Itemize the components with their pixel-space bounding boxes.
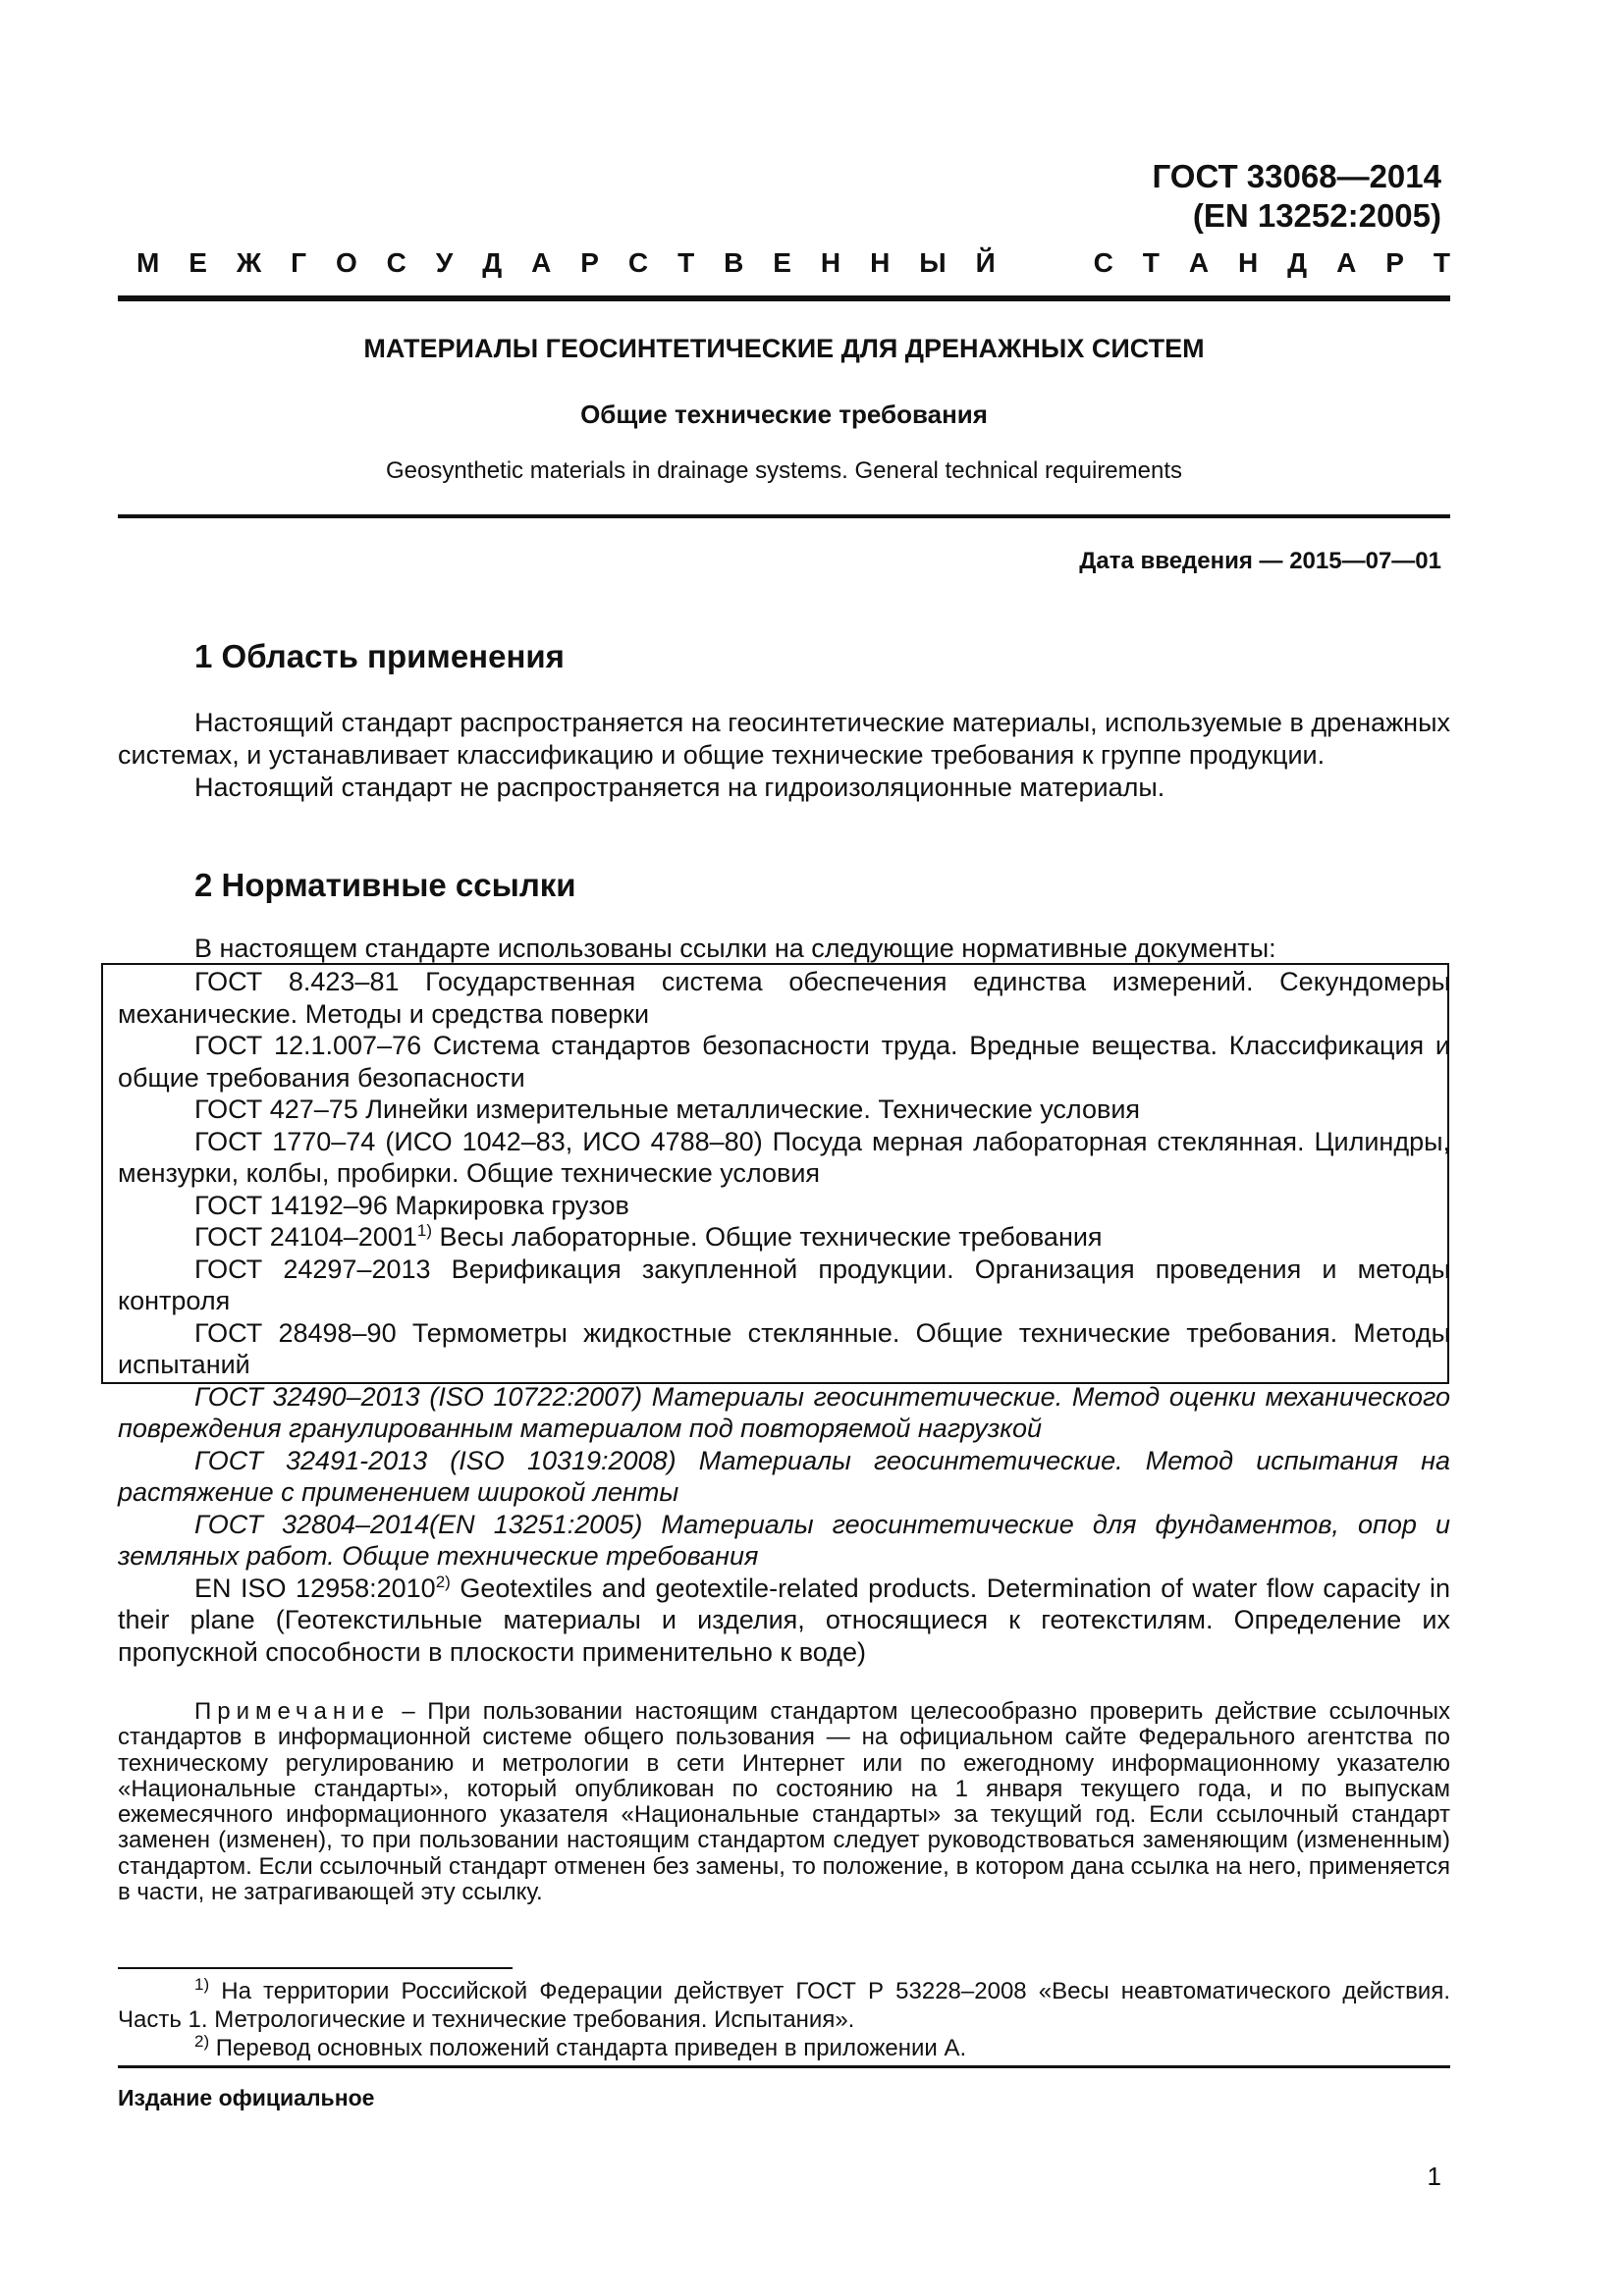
document-title-english: Geosynthetic materials in drainage systems. General technical requirements	[385, 457, 1183, 484]
reference-title: Geotextiles and geotextile-related products. Determination of water flow capacity in their plane (Геотекстильные материалы и изделия, относящиеся к геотекстилям. Определение их пропускной способности в плоскости применительно к воде)	[118, 1573, 1450, 1667]
note-text: – При пользовании настоящим стандартом целесообразно проверить действие ссылочных стандартов в информационной системе общего пользования — на официальном сайте Федерального агентства по техническому регулированию и метрологии в сети Интернет или по ежегодному информационному указателю «Национальные стандарты», который опубликован по состоянию на 1 января текущего года, и по выпускам ежемесячного информационного указателя «Национальные стандарты» за текущий год. Если ссылочный стандарт заменен (изменен), то при пользовании настоящим стандартом следует руководствоваться заменяющим (измененным) стандартом. Если ссылочный стандарт отменен без замены, то положение, в котором дана ссылка на него, применяется в части, не затрагивающей эту ссылку.	[118, 1698, 1450, 1906]
paragraph: Настоящий стандарт распространяется на геосинтетические материалы, используемые в дренажных системах, и устанавливает классификацию и общие технические требования к группе продукции.	[118, 708, 1450, 770]
banner-letter: Т	[677, 247, 695, 278]
reference-item	[118, 1221, 1450, 1254]
banner-letter: О	[335, 247, 357, 278]
note	[118, 1699, 1450, 1905]
banner-letter: А	[531, 247, 552, 278]
banner-letter: Д	[482, 247, 503, 278]
document-subtitle: Общие технические требования	[580, 400, 988, 429]
footnote	[118, 2034, 1450, 2062]
banner-letter: Е	[189, 247, 207, 278]
title-rule	[118, 514, 1450, 518]
banner-letter: Т	[1433, 247, 1450, 278]
note-paragraph	[118, 1699, 1450, 1905]
footnote-separator	[118, 1967, 513, 1969]
footnote-mark: 1)	[416, 1221, 432, 1240]
gost-number: ГОСТ 33068—2014	[1152, 158, 1441, 194]
reference-item: ГОСТ 14192–96 Маркировка грузов	[194, 1190, 629, 1220]
footnote-mark: 1)	[194, 1975, 210, 1994]
section-2-heading: 2 Нормативные ссылки	[194, 867, 576, 903]
reference-item: ГОСТ 32490–2013 (ISO 10722:2007) Материалы геосинтетические. Метод оценки механического повреждения гранулированным материалом под повторяемой нагрузкой	[118, 1381, 1450, 1443]
banner-letter: А	[1188, 247, 1210, 278]
section-1-body	[118, 707, 1450, 804]
footnote-mark: 2)	[435, 1572, 451, 1591]
section-2-intro	[118, 933, 1450, 965]
page-number: 1	[1427, 2162, 1441, 2191]
banner-letter: Е	[773, 247, 791, 278]
standard-designation	[1153, 157, 1441, 236]
reference-code: EN ISO 12958:2010	[194, 1573, 436, 1603]
reference-item: ГОСТ 8.423–81 Государственная система обеспечения единства измерений. Секундомеры механические. Методы и средства поверки	[118, 967, 1450, 1029]
header-rule	[118, 295, 1450, 301]
footnote-mark: 2)	[194, 2032, 210, 2051]
interstate-standard-banner	[136, 247, 1450, 279]
footnote-text: На территории Российской Федерации действует ГОСТ Р 53228–2008 «Весы неавтоматического действия. Часть 1. Метрологические и технические требования. Испытания».	[118, 1978, 1450, 2033]
banner-letter: Т	[1142, 247, 1160, 278]
banner-letter: Й	[975, 247, 996, 278]
footnote	[118, 1977, 1450, 2034]
banner-letter: Р	[580, 247, 599, 278]
banner-letter: Н	[1238, 247, 1259, 278]
banner-letter: Р	[1385, 247, 1404, 278]
reference-code: ГОСТ 24104–2001	[194, 1222, 417, 1252]
banner-letter: М	[136, 247, 160, 278]
reference-title: Весы лабораторные. Общие технические требования	[432, 1222, 1103, 1252]
banner-letter: Д	[1287, 247, 1308, 278]
footnote-text: Перевод основных положений стандарта приведен в приложении А.	[209, 2035, 967, 2061]
reference-item	[118, 1573, 1450, 1669]
reference-item: ГОСТ 28498–90 Термометры жидкостные стеклянные. Общие технические требования. Методы испытаний	[118, 1317, 1450, 1379]
banner-letter: Г	[291, 247, 307, 278]
note-label: Примечание	[194, 1698, 390, 1725]
reference-item: ГОСТ 1770–74 (ИСО 1042–83, ИСО 4788–80) Посуда мерная лабораторная стеклянная. Цилиндры, мензурки, колбы, пробирки. Общие технические условия	[118, 1126, 1450, 1188]
paragraph: В настоящем стандарте использованы ссылки на следующие нормативные документы:	[194, 934, 1276, 963]
banner-letter: А	[1336, 247, 1357, 278]
banner-letter: У	[435, 247, 454, 278]
document-title: МАТЕРИАЛЫ ГЕОСИНТЕТИЧЕСКИЕ ДЛЯ ДРЕНАЖНЫХ СИСТЕМ	[363, 334, 1205, 363]
normative-references-list	[118, 966, 1450, 1668]
footer-rule	[118, 2065, 1450, 2068]
banner-letter: С	[627, 247, 649, 278]
paragraph: Настоящий стандарт не распространяется на гидроизоляционные материалы.	[194, 773, 1165, 802]
reference-item: ГОСТ 427–75 Линейки измерительные металлические. Технические условия	[194, 1095, 1141, 1124]
banner-letter: Ы	[919, 247, 947, 278]
introduction-date: Дата введения — 2015—07—01	[1079, 548, 1441, 574]
reference-item: ГОСТ 32491-2013 (ISO 10319:2008) Материалы геосинтетические. Метод испытания на растяжение с применением широкой ленты	[118, 1445, 1450, 1507]
banner-letter: С	[386, 247, 406, 278]
en-number: (EN 13252:2005)	[1192, 197, 1441, 234]
banner-letter: Н	[820, 247, 841, 278]
banner-letter: В	[724, 247, 744, 278]
banner-letter: Н	[870, 247, 891, 278]
official-edition-label: Издание официальное	[118, 2085, 375, 2110]
section-1-heading: 1 Область применения	[194, 638, 565, 674]
reference-item: ГОСТ 32804–2014(EN 13251:2005) Материалы геосинтетические для фундаментов, опор и земляных работ. Общие технические требования	[118, 1509, 1450, 1571]
reference-item: ГОСТ 12.1.007–76 Система стандартов безопасности труда. Вредные вещества. Классификация и общие требования безопасности	[118, 1031, 1450, 1093]
reference-item: ГОСТ 24297–2013 Верификация закупленной продукции. Организация проведения и методы контроля	[118, 1254, 1450, 1315]
footnotes	[118, 1977, 1450, 2062]
banner-letter: С	[1093, 247, 1113, 278]
banner-letter: Ж	[236, 247, 262, 278]
